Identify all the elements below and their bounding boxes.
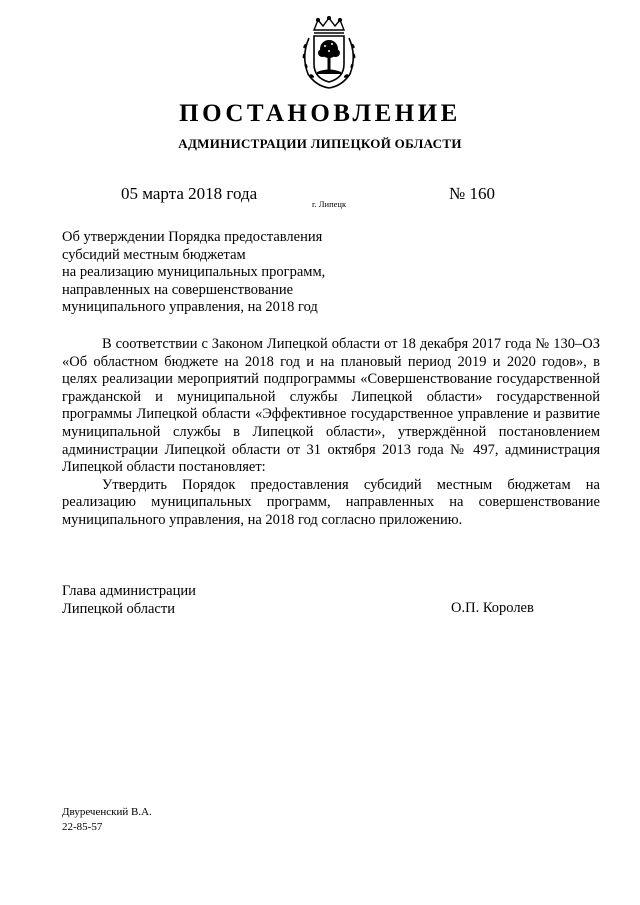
document-title: ПОСТАНОВЛЕНИЕ	[179, 100, 461, 127]
subject-line: на реализацию муниципальных программ,	[62, 264, 326, 281]
subject-line: Об утверждении Порядка предоставления	[62, 229, 323, 245]
executor-name: Двуреченский В.А.	[62, 806, 152, 818]
document-number: № 160	[449, 184, 495, 203]
document-body	[62, 336, 600, 530]
signatory-position-line: Липецкой области	[62, 601, 175, 617]
subject-line: муниципального управления, на 2018 год	[62, 299, 318, 316]
document-date: 05 марта 2018 года	[121, 184, 258, 203]
subject-line: направленных на совершенствование	[62, 281, 294, 298]
signatory-position-line: Глава администрации	[62, 583, 196, 599]
signatory-name: О.П. Королев	[451, 600, 534, 616]
document-subject	[62, 229, 325, 317]
document-city: г. Липецк	[312, 199, 347, 209]
signatory-position	[62, 582, 196, 618]
body-paragraph-resolution: Утвердить Порядок предоставления субсидий местным бюджетам на реализацию муниципальных программ, направленных на совершенствование муниципального управления, на 2018 год согласно приложению.	[62, 476, 600, 528]
executor-phone: 22-85-57	[62, 821, 103, 833]
coat-of-arms-icon	[298, 16, 360, 90]
document-issuer: АДМИНИСТРАЦИИ ЛИПЕЦКОЙ ОБЛАСТИ	[178, 136, 462, 151]
body-paragraph-preamble: В соответствии с Законом Липецкой области от 18 декабря 2017 года № 130–ОЗ «Об областном бюджете на 2018 год и на плановый период 2019 и 2020 годов», в целях реализации мероприятий подпрограммы «Совершенствование государственной гражданской и муниципальной службы Липецкой области» государственной программы Липецкой области «Эффективное государственное управление и развитие муниципальной службы в Липецкой области», утверждённой постановлением администрации Липецкой области от 31 октября 2013 года № 497, администрация Липецкой области постановляет:	[62, 336, 600, 476]
executor-info	[62, 805, 152, 835]
subject-line: субсидий местным бюджетам	[62, 246, 246, 263]
